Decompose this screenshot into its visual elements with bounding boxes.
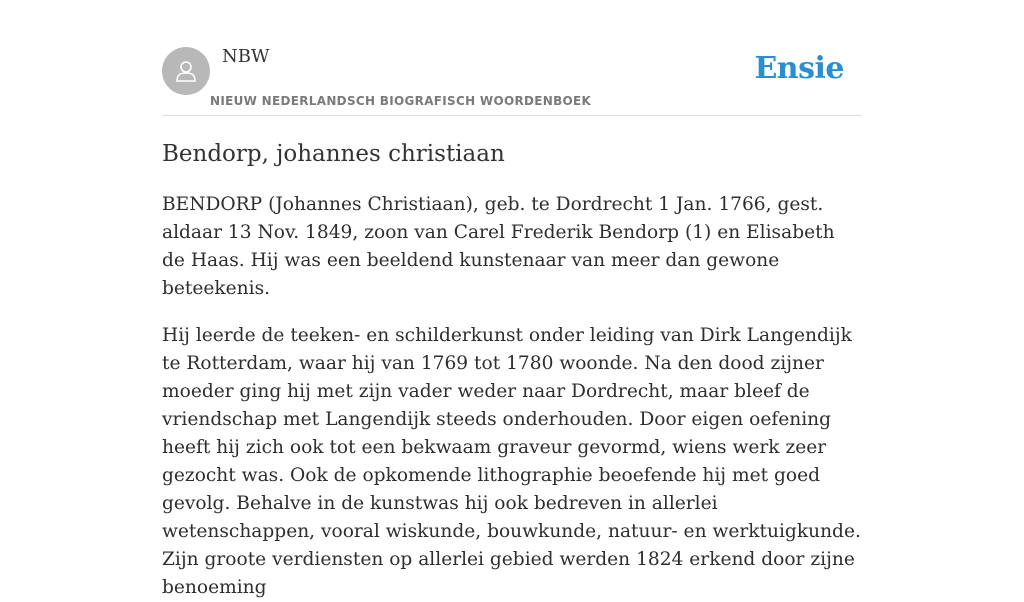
- source-short-name[interactable]: NBW: [222, 46, 270, 67]
- user-icon: [172, 57, 200, 85]
- article-title: Bendorp, johannes christiaan: [162, 141, 505, 167]
- article-paragraph: Hij leerde de teeken- en schilderkunst onder leiding van Dirk Langendijk te Rotterdam, waar hij van 1769 tot 1780 woonde. Na den dood zijner moeder ging hij met zijn vader weder naar Dordrecht, maar bleef de vriendschap met Langendijk steeds onderhouden. Door eigen oefening heeft hij zich ook tot een bekwaam graveur gevormd, wiens werk zeer gezocht was. Ook de opkomende lithographie beoefende hij met goed gevolg. Behalve in de kunstwas hij ook bedreven in allerlei wetenschappen, vooral wiskunde, bouwkunde, natuur- en werktuigkunde. Zijn groote verdiensten op allerlei gebied werden 1824 erkend door zijne benoeming: [162, 325, 861, 598]
- brand-logo[interactable]: Ensie: [754, 51, 844, 86]
- article-paragraph: BENDORP (Johannes Christiaan), geb. te Dordrecht 1 Jan. 1766, gest. aldaar 13 Nov. 1849, zoon van Carel Frederik Bendorp (1) en Elisabeth de Haas. Hij was een beeldend kunstenaar van meer dan gewone beteekenis.: [162, 194, 835, 299]
- source-avatar[interactable]: [162, 47, 210, 95]
- article: [162, 140, 862, 602]
- source-full-name: NIEUW NEDERLANDSCH BIOGRAFISCH WOORDENBOEK: [210, 94, 592, 108]
- source-header: [162, 0, 862, 116]
